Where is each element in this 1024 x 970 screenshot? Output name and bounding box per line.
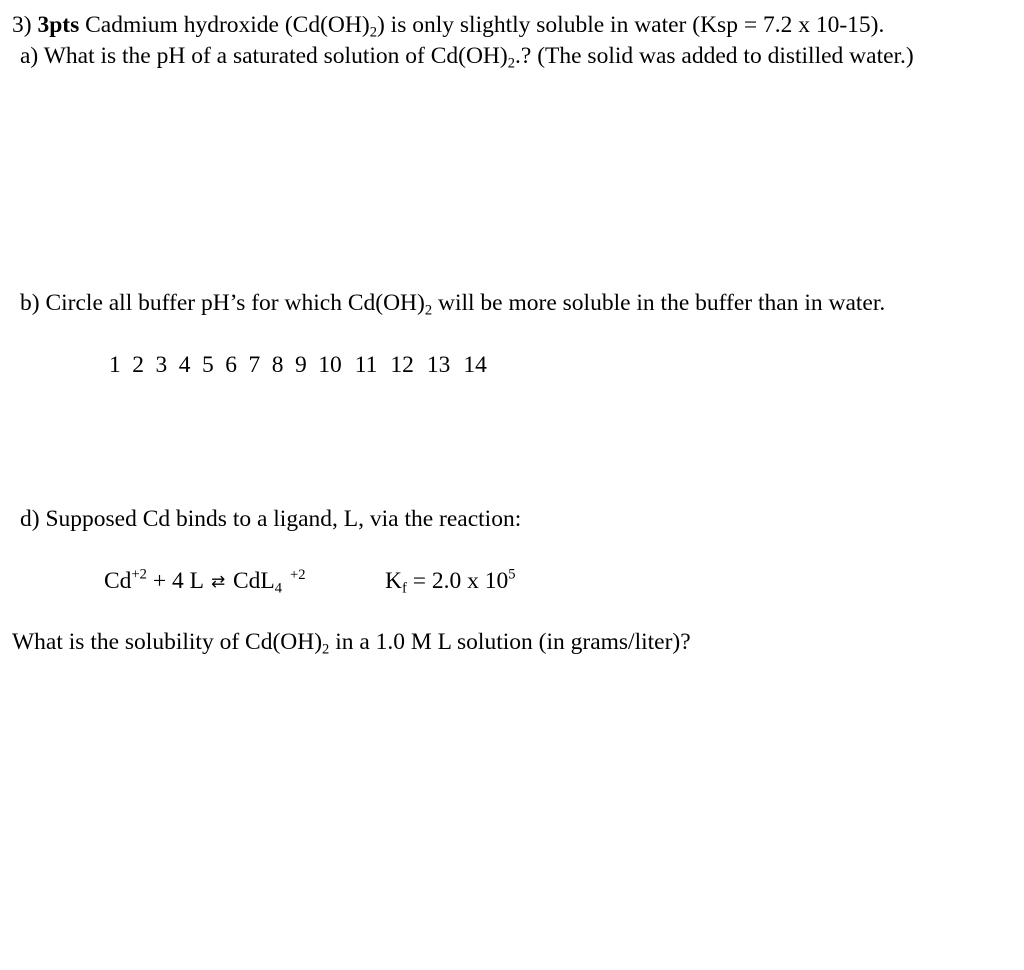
ph-option[interactable]: 12 xyxy=(390,352,414,378)
part-d-intro-text: d) Supposed Cd binds to a ligand, L, via the reaction: xyxy=(20,506,522,532)
reactant-ligand: + 4 L xyxy=(146,568,209,594)
ph-options xyxy=(109,354,498,378)
ph-option[interactable]: 1 xyxy=(109,352,121,378)
part-d-question-text-end: in a 1.0 M L solution (in grams/liter)? xyxy=(329,629,691,655)
cadmium-charge: +2 xyxy=(131,566,147,583)
ph-option[interactable]: 6 xyxy=(225,352,237,378)
subscript: 2 xyxy=(322,641,330,658)
part-a-question xyxy=(20,43,914,72)
formation-constant xyxy=(385,566,516,597)
kf-symbol: K xyxy=(385,568,402,594)
reaction-equation xyxy=(104,566,306,597)
equilibrium-arrow-icon: ⇄ xyxy=(210,570,226,591)
complex-charge: +2 xyxy=(290,566,306,583)
question-intro-text-end: ) is only slightly soluble in water (Ksp = 7.2 x 10-15). xyxy=(376,12,885,38)
kf-subscript: f xyxy=(401,580,407,597)
ph-option[interactable]: 14 xyxy=(463,352,487,378)
kf-exponent: 5 xyxy=(508,566,516,583)
ph-option[interactable]: 9 xyxy=(295,352,307,378)
ph-option[interactable]: 10 xyxy=(318,352,342,378)
part-a-text-end: .? (The solid was added to distilled water.) xyxy=(515,43,914,69)
complex-subscript: 4 xyxy=(274,580,283,597)
ph-option[interactable]: 13 xyxy=(426,352,451,378)
ph-option[interactable]: 11 xyxy=(354,352,378,378)
ph-option[interactable]: 8 xyxy=(271,352,284,378)
part-b-text-end: will be more soluble in the buffer than in water. xyxy=(432,290,886,316)
subscript: 2 xyxy=(369,24,377,41)
points-label: 3pts xyxy=(37,12,80,38)
part-b-text: b) Circle all buffer pH’s for which Cd(OH) xyxy=(20,290,425,316)
ph-option[interactable]: 2 xyxy=(132,352,144,378)
kf-value: = 2.0 x 10 xyxy=(406,568,509,594)
ph-option[interactable]: 4 xyxy=(178,352,191,378)
part-d-question xyxy=(12,629,691,658)
ph-option[interactable]: 7 xyxy=(248,352,261,378)
ph-option[interactable]: 5 xyxy=(202,352,214,378)
ph-option[interactable]: 3 xyxy=(155,352,168,378)
subscript: 2 xyxy=(424,302,433,319)
part-d-question-text: What is the solubility of Cd(OH) xyxy=(12,629,323,655)
complex-product: CdL xyxy=(227,568,275,594)
question-3-header xyxy=(12,12,885,41)
part-b-question xyxy=(20,290,886,319)
part-d-intro xyxy=(20,508,521,532)
question-intro-text: Cadmium hydroxide (Cd(OH) xyxy=(85,12,370,38)
subscript: 2 xyxy=(507,55,516,72)
part-a-text: a) What is the pH of a saturated solution of Cd(OH) xyxy=(20,43,508,69)
question-number: 3) xyxy=(12,12,32,38)
cadmium-ion: Cd xyxy=(104,568,132,594)
